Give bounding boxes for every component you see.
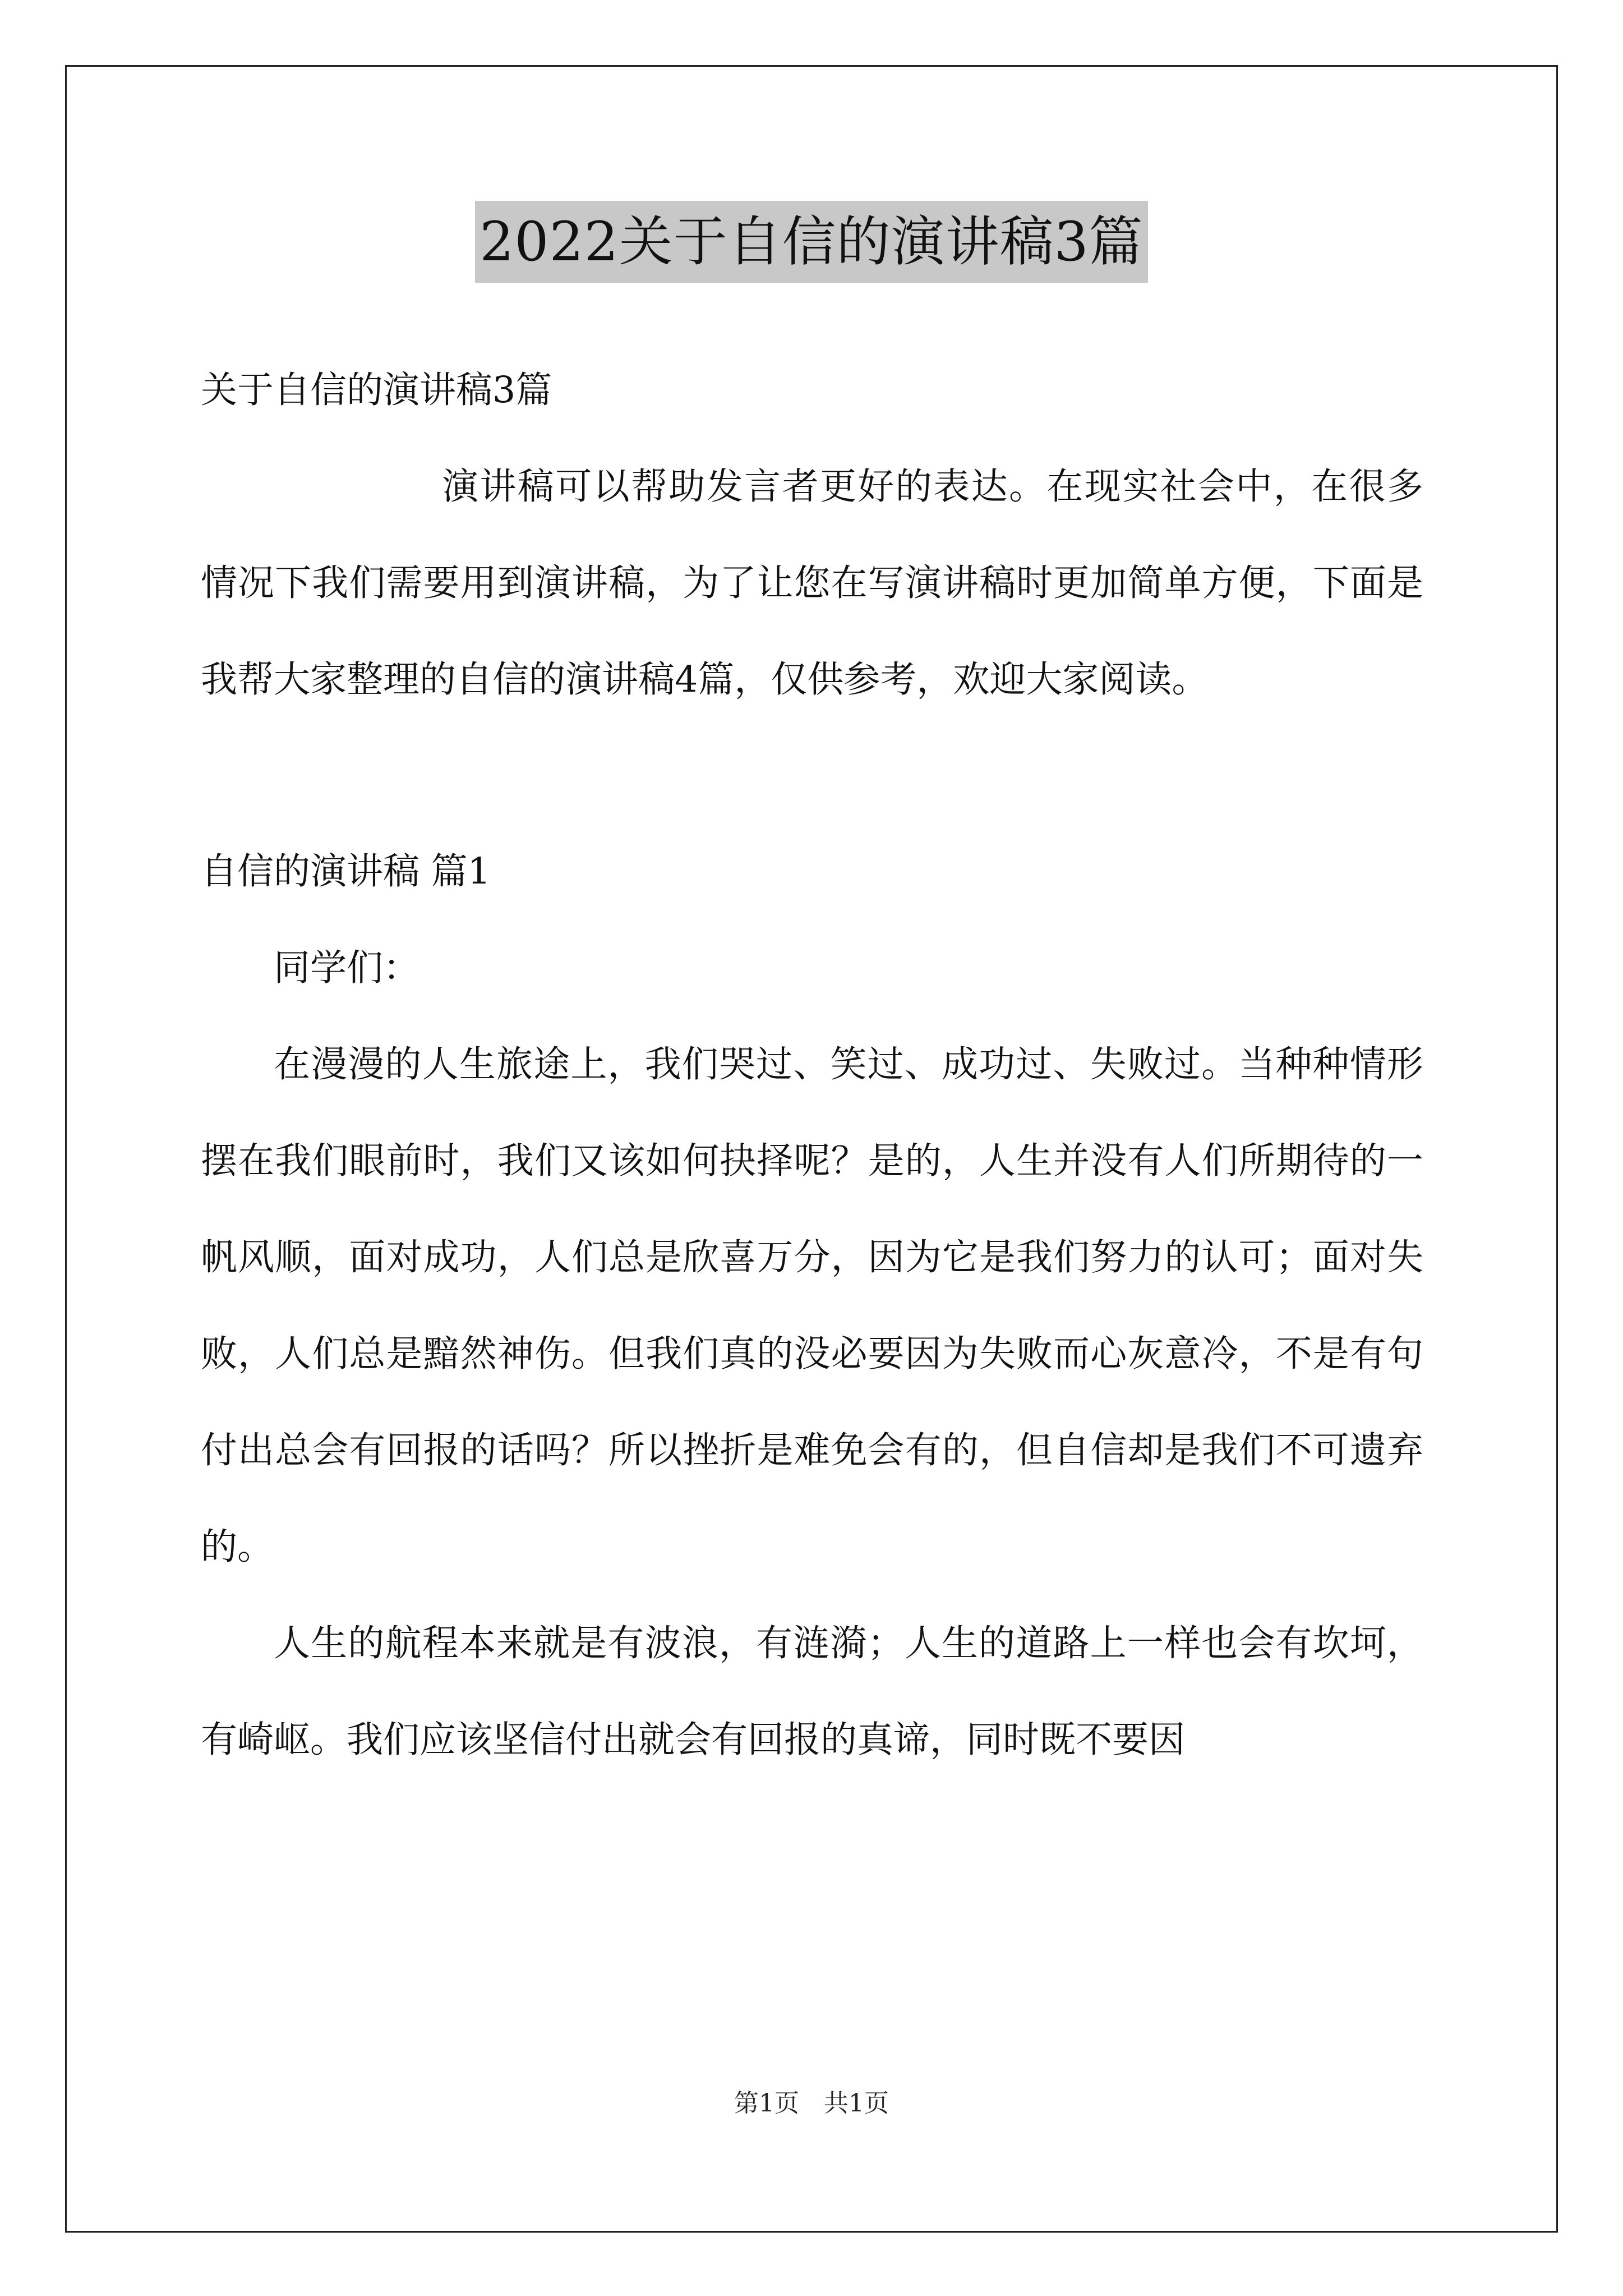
document-title: 2022关于自信的演讲稿3篇	[475, 201, 1147, 283]
page-footer: 第1页 共1页	[734, 2089, 889, 2118]
greeting: 同学们：	[274, 947, 420, 989]
document-subtitle: 关于自信的演讲稿3篇	[201, 369, 552, 411]
document-body	[201, 342, 1423, 1788]
section-heading: 自信的演讲稿 篇1	[201, 850, 491, 892]
body-paragraph-2: 人生的航程本来就是有波浪，有涟漪；人生的道路上一样也会有坎坷，有崎岖。我们应该坚信付出就会有回报的真谛，同时既不要因	[201, 1622, 1423, 1761]
title-wrapper	[0, 201, 1623, 283]
intro-paragraph: 演讲稿可以帮助发言者更好的表达。在现实社会中，在很多情况下我们需要用到演讲稿，为了让您在写演讲稿时更加简单方便，下面是我帮大家整理的自信的演讲稿4篇，仅供参考，欢迎大家阅读。	[201, 466, 1423, 701]
section-gap	[201, 728, 1423, 823]
body-paragraph-1: 在漫漫的人生旅途上，我们哭过、笑过、成功过、失败过。当种种情形摆在我们眼前时，我们又该如何抉择呢？是的，人生并没有人们所期待的一帆风顺，面对成功，人们总是欣喜万分，因为它是我们努力的认可；面对失败，人们总是黯然神伤。但我们真的没必要因为失败而心灰意冷，不是有句付出总会有回报的话吗？所以挫折是难免会有的，但自信却是我们不可遗弃的。	[201, 1043, 1423, 1568]
